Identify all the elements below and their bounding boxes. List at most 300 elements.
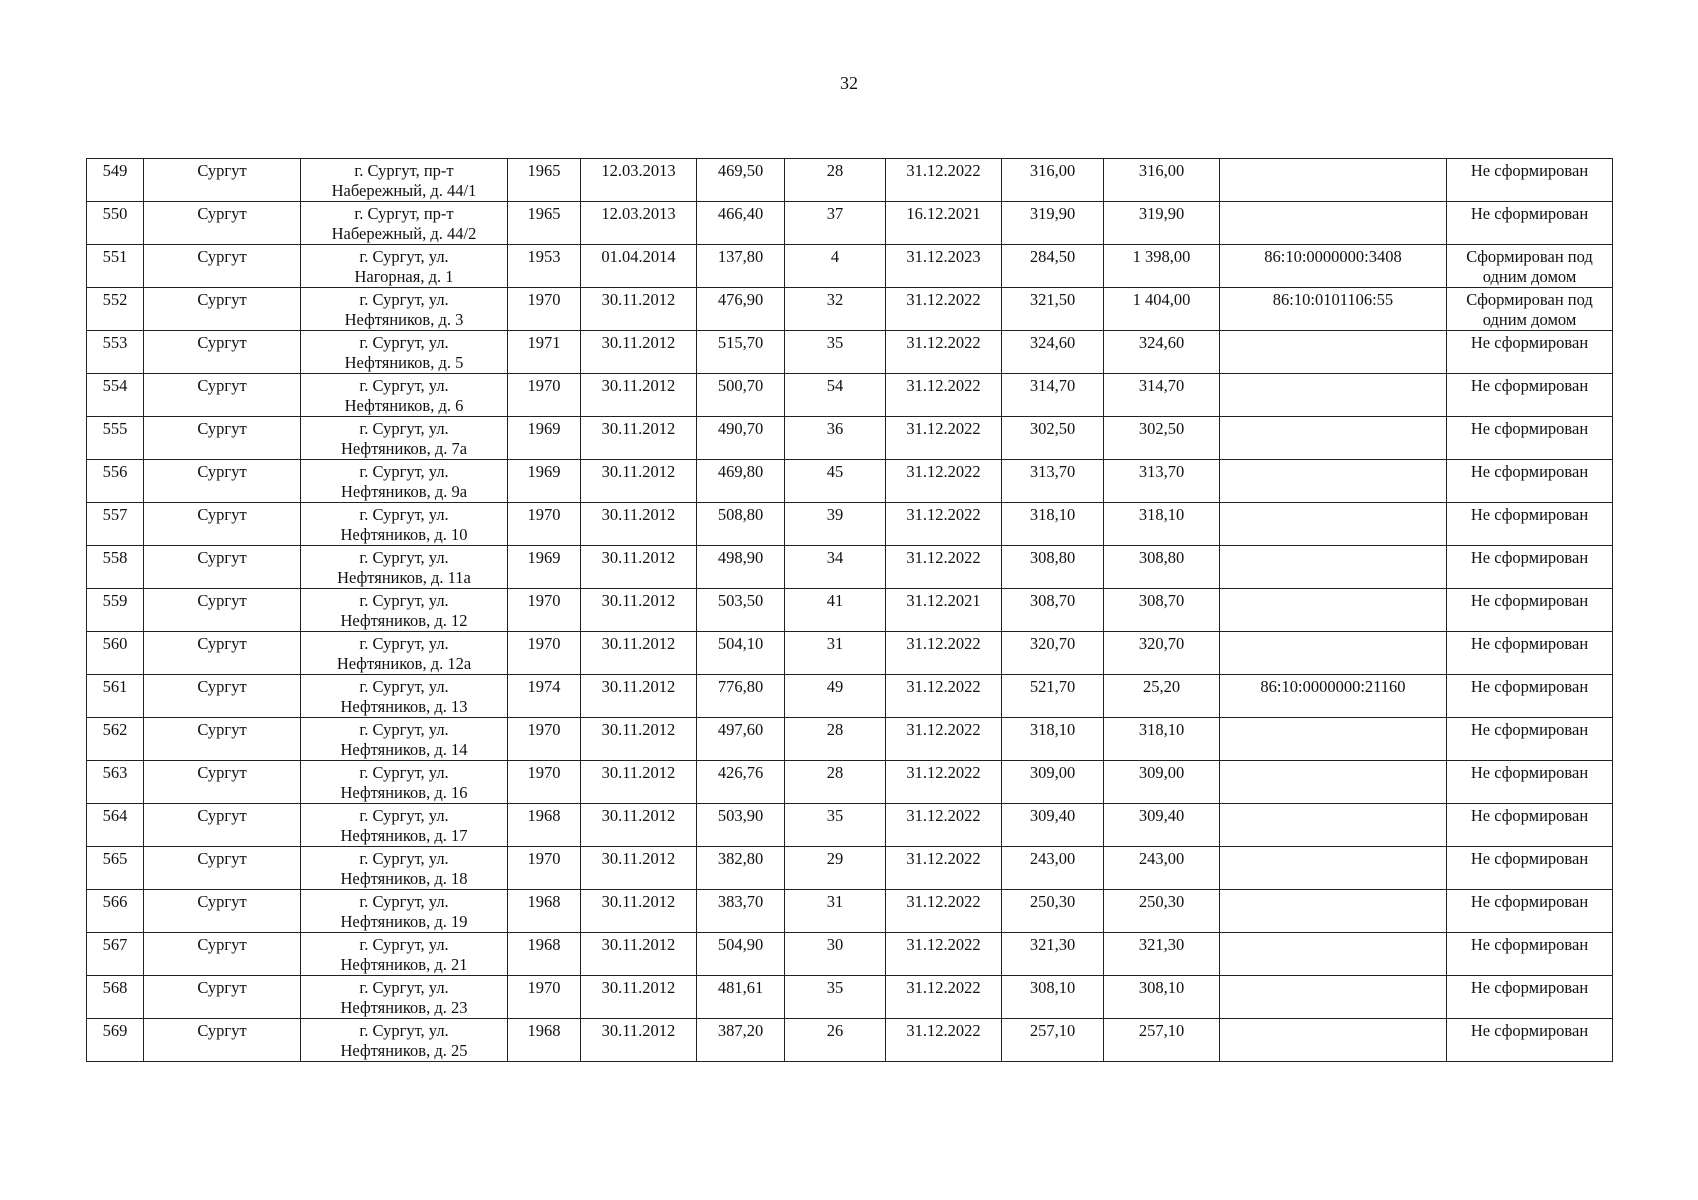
residents-count-cell: 36 [785,417,886,460]
table-row [87,331,1613,374]
table-row [87,675,1613,718]
land-status-cell [1447,632,1613,675]
survey-date-cell: 30.11.2012 [581,976,697,1019]
cadastral-number-cell [1220,976,1447,1019]
address-cell [301,847,508,890]
city-cell: Сургут [144,460,301,503]
survey-date-cell: 12.03.2013 [581,159,697,202]
deadline-date-cell: 31.12.2022 [886,933,1002,976]
deadline-date-cell: 31.12.2022 [886,546,1002,589]
deadline-date-cell: 31.12.2022 [886,847,1002,890]
area-cell: 504,90 [697,933,785,976]
value-b-cell: 316,00 [1104,159,1220,202]
residents-count-cell: 28 [785,761,886,804]
row-number-cell: 566 [87,890,144,933]
survey-date-cell: 30.11.2012 [581,288,697,331]
cadastral-number-cell [1220,847,1447,890]
table-row [87,1019,1613,1062]
area-cell: 497,60 [697,718,785,761]
value-a-cell: 324,60 [1002,331,1104,374]
deadline-date-cell: 31.12.2022 [886,417,1002,460]
city-cell: Сургут [144,374,301,417]
city-cell: Сургут [144,890,301,933]
value-b-cell: 318,10 [1104,718,1220,761]
row-number-cell: 564 [87,804,144,847]
address-line: г. Сургут, ул. [359,462,449,481]
address-line: г. Сургут, ул. [359,978,449,997]
residents-count-cell: 35 [785,331,886,374]
residents-count-cell: 39 [785,503,886,546]
deadline-date-cell: 31.12.2022 [886,632,1002,675]
value-a-cell: 308,10 [1002,976,1104,1019]
residents-count-cell: 35 [785,976,886,1019]
cadastral-number-cell [1220,331,1447,374]
value-b-cell: 308,70 [1104,589,1220,632]
build-year-cell: 1965 [508,202,581,245]
value-a-cell: 308,80 [1002,546,1104,589]
table-row [87,546,1613,589]
survey-date-cell: 30.11.2012 [581,847,697,890]
value-b-cell: 250,30 [1104,890,1220,933]
address-line: Нефтяников, д. 19 [340,912,468,931]
deadline-date-cell: 31.12.2022 [886,675,1002,718]
area-cell: 469,50 [697,159,785,202]
address-line: Нефтяников, д. 9а [340,482,468,501]
row-number-cell: 554 [87,374,144,417]
residents-count-cell: 37 [785,202,886,245]
value-a-cell: 318,10 [1002,718,1104,761]
land-status-cell [1447,374,1613,417]
address-line: Нефтяников, д. 14 [340,740,468,759]
build-year-cell: 1969 [508,460,581,503]
row-number-cell: 550 [87,202,144,245]
table-row [87,718,1613,761]
address-cell [301,890,508,933]
value-a-cell: 257,10 [1002,1019,1104,1062]
cadastral-number-cell [1220,632,1447,675]
address-line: г. Сургут, ул. [359,290,449,309]
deadline-date-cell: 31.12.2022 [886,374,1002,417]
address-line: Нефтяников, д. 11а [337,568,471,587]
value-b-cell: 25,20 [1104,675,1220,718]
deadline-date-cell: 31.12.2022 [886,460,1002,503]
row-number-cell: 553 [87,331,144,374]
address-cell [301,331,508,374]
deadline-date-cell: 31.12.2022 [886,718,1002,761]
land-status-cell [1447,159,1613,202]
cadastral-number-cell: 86:10:0000000:21160 [1220,675,1447,718]
address-line: г. Сургут, ул. [359,1021,449,1040]
land-status-line: Не сформирован [1470,419,1589,438]
survey-date-cell: 30.11.2012 [581,632,697,675]
cadastral-number-cell: 86:10:0000000:3408 [1220,245,1447,288]
address-cell [301,976,508,1019]
cadastral-number-cell [1220,589,1447,632]
city-cell: Сургут [144,718,301,761]
residents-count-cell: 54 [785,374,886,417]
land-status-line: Не сформирован [1470,204,1589,223]
row-number-cell: 559 [87,589,144,632]
table-row [87,503,1613,546]
survey-date-cell: 30.11.2012 [581,589,697,632]
residents-count-cell: 29 [785,847,886,890]
land-status-line: Не сформирован [1470,1021,1589,1040]
row-number-cell: 569 [87,1019,144,1062]
table-row [87,632,1613,675]
city-cell: Сургут [144,202,301,245]
table-row [87,976,1613,1019]
deadline-date-cell: 31.12.2022 [886,976,1002,1019]
survey-date-cell: 30.11.2012 [581,1019,697,1062]
area-cell: 498,90 [697,546,785,589]
land-status-line: Не сформирован [1470,548,1589,567]
value-b-cell: 313,70 [1104,460,1220,503]
city-cell: Сургут [144,761,301,804]
area-cell: 382,80 [697,847,785,890]
residents-count-cell: 26 [785,1019,886,1062]
address-line: г. Сургут, ул. [359,935,449,954]
address-line: Нефтяников, д. 18 [340,869,468,888]
address-line: г. Сургут, ул. [359,505,449,524]
cadastral-number-cell [1220,202,1447,245]
row-number-cell: 556 [87,460,144,503]
value-b-cell: 324,60 [1104,331,1220,374]
cadastral-number-cell [1220,761,1447,804]
area-cell: 503,50 [697,589,785,632]
deadline-date-cell: 31.12.2022 [886,159,1002,202]
row-number-cell: 565 [87,847,144,890]
address-cell [301,546,508,589]
survey-date-cell: 30.11.2012 [581,374,697,417]
city-cell: Сургут [144,589,301,632]
registry-table-body [87,159,1613,1062]
value-a-cell: 309,00 [1002,761,1104,804]
address-line: Нефтяников, д. 17 [340,826,468,845]
cadastral-number-cell [1220,546,1447,589]
land-status-line: Не сформирован [1470,935,1589,954]
value-b-cell: 319,90 [1104,202,1220,245]
area-cell: 503,90 [697,804,785,847]
address-cell [301,933,508,976]
survey-date-cell: 30.11.2012 [581,933,697,976]
table-row [87,417,1613,460]
deadline-date-cell: 31.12.2022 [886,1019,1002,1062]
area-cell: 469,80 [697,460,785,503]
address-line: г. Сургут, ул. [359,892,449,911]
area-cell: 426,76 [697,761,785,804]
value-b-cell: 302,50 [1104,417,1220,460]
deadline-date-cell: 31.12.2022 [886,503,1002,546]
land-status-line: Не сформирован [1470,462,1589,481]
value-a-cell: 243,00 [1002,847,1104,890]
survey-date-cell: 30.11.2012 [581,761,697,804]
value-a-cell: 284,50 [1002,245,1104,288]
build-year-cell: 1965 [508,159,581,202]
value-a-cell: 321,30 [1002,933,1104,976]
value-b-cell: 318,10 [1104,503,1220,546]
residents-count-cell: 28 [785,159,886,202]
land-status-cell [1447,847,1613,890]
cadastral-number-cell [1220,718,1447,761]
build-year-cell: 1968 [508,1019,581,1062]
residents-count-cell: 32 [785,288,886,331]
land-status-cell [1447,460,1613,503]
cadastral-number-cell [1220,374,1447,417]
value-b-cell: 308,10 [1104,976,1220,1019]
table-row [87,761,1613,804]
address-cell [301,202,508,245]
residents-count-cell: 31 [785,632,886,675]
cadastral-number-cell [1220,933,1447,976]
value-b-cell: 309,00 [1104,761,1220,804]
address-line: г. Сургут, ул. [359,591,449,610]
address-cell [301,761,508,804]
address-line: Нефтяников, д. 3 [344,310,464,329]
land-status-line: одним домом [1482,310,1577,329]
residents-count-cell: 49 [785,675,886,718]
value-b-cell: 243,00 [1104,847,1220,890]
city-cell: Сургут [144,417,301,460]
survey-date-cell: 30.11.2012 [581,417,697,460]
address-line: Набережный, д. 44/2 [331,224,477,243]
land-status-cell [1447,589,1613,632]
address-cell [301,503,508,546]
row-number-cell: 551 [87,245,144,288]
table-row [87,804,1613,847]
land-status-cell [1447,804,1613,847]
land-status-line: Сформирован под [1466,247,1593,266]
build-year-cell: 1974 [508,675,581,718]
value-a-cell: 309,40 [1002,804,1104,847]
address-cell [301,159,508,202]
land-status-line: одним домом [1482,267,1577,286]
table-row [87,460,1613,503]
address-cell [301,675,508,718]
deadline-date-cell: 31.12.2022 [886,804,1002,847]
address-line: г. Сургут, ул. [359,376,449,395]
row-number-cell: 561 [87,675,144,718]
deadline-date-cell: 16.12.2021 [886,202,1002,245]
build-year-cell: 1970 [508,288,581,331]
area-cell: 500,70 [697,374,785,417]
residents-count-cell: 41 [785,589,886,632]
survey-date-cell: 30.11.2012 [581,460,697,503]
registry-table [86,158,1613,1062]
land-status-line: Не сформирован [1470,677,1589,696]
city-cell: Сургут [144,331,301,374]
value-a-cell: 250,30 [1002,890,1104,933]
address-cell [301,460,508,503]
land-status-cell [1447,417,1613,460]
survey-date-cell: 30.11.2012 [581,675,697,718]
land-status-line: Не сформирован [1470,763,1589,782]
area-cell: 387,20 [697,1019,785,1062]
build-year-cell: 1970 [508,718,581,761]
land-status-line: Не сформирован [1470,720,1589,739]
row-number-cell: 557 [87,503,144,546]
address-cell [301,804,508,847]
build-year-cell: 1970 [508,589,581,632]
area-cell: 481,61 [697,976,785,1019]
build-year-cell: 1970 [508,503,581,546]
page-number: 32 [840,73,858,93]
value-a-cell: 521,70 [1002,675,1104,718]
area-cell: 137,80 [697,245,785,288]
land-status-cell [1447,890,1613,933]
land-status-cell [1447,288,1613,331]
land-status-cell [1447,245,1613,288]
value-a-cell: 321,50 [1002,288,1104,331]
value-a-cell: 316,00 [1002,159,1104,202]
build-year-cell: 1968 [508,804,581,847]
build-year-cell: 1970 [508,632,581,675]
build-year-cell: 1968 [508,933,581,976]
city-cell: Сургут [144,245,301,288]
land-status-line: Не сформирован [1470,376,1589,395]
land-status-line: Не сформирован [1470,591,1589,610]
land-status-cell [1447,546,1613,589]
address-line: Нефтяников, д. 7а [340,439,468,458]
land-status-cell [1447,976,1613,1019]
build-year-cell: 1969 [508,546,581,589]
address-line: Набережный, д. 44/1 [331,181,477,200]
deadline-date-cell: 31.12.2021 [886,589,1002,632]
survey-date-cell: 30.11.2012 [581,804,697,847]
deadline-date-cell: 31.12.2022 [886,288,1002,331]
row-number-cell: 560 [87,632,144,675]
land-status-cell [1447,718,1613,761]
land-status-line: Не сформирован [1470,161,1589,180]
area-cell: 504,10 [697,632,785,675]
survey-date-cell: 01.04.2014 [581,245,697,288]
build-year-cell: 1970 [508,847,581,890]
build-year-cell: 1968 [508,890,581,933]
city-cell: Сургут [144,159,301,202]
survey-date-cell: 30.11.2012 [581,718,697,761]
city-cell: Сургут [144,288,301,331]
table-row [87,288,1613,331]
address-line: Нефтяников, д. 6 [344,396,464,415]
value-a-cell: 320,70 [1002,632,1104,675]
address-line: г. Сургут, ул. [359,333,449,352]
land-status-cell [1447,202,1613,245]
address-line: г. Сургут, ул. [359,677,449,696]
value-a-cell: 313,70 [1002,460,1104,503]
address-line: г. Сургут, ул. [359,763,449,782]
land-status-cell [1447,933,1613,976]
area-cell: 476,90 [697,288,785,331]
cadastral-number-cell [1220,1019,1447,1062]
cadastral-number-cell [1220,159,1447,202]
city-cell: Сургут [144,933,301,976]
deadline-date-cell: 31.12.2022 [886,890,1002,933]
address-line: Нефтяников, д. 23 [340,998,468,1017]
city-cell: Сургут [144,503,301,546]
table-row [87,933,1613,976]
survey-date-cell: 30.11.2012 [581,503,697,546]
land-status-cell [1447,331,1613,374]
city-cell: Сургут [144,675,301,718]
address-line: Нефтяников, д. 16 [340,783,468,802]
value-b-cell: 1 404,00 [1104,288,1220,331]
area-cell: 508,80 [697,503,785,546]
table-row [87,245,1613,288]
cadastral-number-cell: 86:10:0101106:55 [1220,288,1447,331]
value-b-cell: 1 398,00 [1104,245,1220,288]
address-line: Нефтяников, д. 12 [340,611,468,630]
address-line: г. Сургут, ул. [359,548,449,567]
city-cell: Сургут [144,1019,301,1062]
row-number-cell: 552 [87,288,144,331]
value-b-cell: 314,70 [1104,374,1220,417]
row-number-cell: 567 [87,933,144,976]
address-line: Нефтяников, д. 5 [344,353,464,372]
value-a-cell: 308,70 [1002,589,1104,632]
deadline-date-cell: 31.12.2022 [886,331,1002,374]
table-row [87,890,1613,933]
residents-count-cell: 30 [785,933,886,976]
value-b-cell: 321,30 [1104,933,1220,976]
address-cell [301,718,508,761]
land-status-line: Не сформирован [1470,806,1589,825]
land-status-line: Сформирован под [1466,290,1593,309]
address-line: г. Сургут, ул. [359,419,449,438]
value-a-cell: 319,90 [1002,202,1104,245]
value-b-cell: 257,10 [1104,1019,1220,1062]
city-cell: Сургут [144,546,301,589]
land-status-line: Не сформирован [1470,634,1589,653]
value-b-cell: 308,80 [1104,546,1220,589]
address-line: г. Сургут, ул. [359,634,449,653]
area-cell: 490,70 [697,417,785,460]
table-row [87,202,1613,245]
build-year-cell: 1953 [508,245,581,288]
build-year-cell: 1970 [508,976,581,1019]
value-b-cell: 320,70 [1104,632,1220,675]
address-line: Нефтяников, д. 25 [340,1041,468,1060]
survey-date-cell: 30.11.2012 [581,890,697,933]
land-status-cell [1447,1019,1613,1062]
address-line: Нефтяников, д. 10 [340,525,468,544]
land-status-line: Не сформирован [1470,505,1589,524]
land-status-cell [1447,675,1613,718]
build-year-cell: 1970 [508,761,581,804]
land-status-cell [1447,503,1613,546]
value-a-cell: 302,50 [1002,417,1104,460]
area-cell: 383,70 [697,890,785,933]
city-cell: Сургут [144,804,301,847]
build-year-cell: 1970 [508,374,581,417]
build-year-cell: 1971 [508,331,581,374]
address-line: г. Сургут, ул. [359,720,449,739]
cadastral-number-cell [1220,890,1447,933]
area-cell: 466,40 [697,202,785,245]
address-line: Нагорная, д. 1 [354,267,454,286]
deadline-date-cell: 31.12.2023 [886,245,1002,288]
city-cell: Сургут [144,976,301,1019]
address-line: г. Сургут, пр-т [354,204,454,223]
table-row [87,847,1613,890]
value-a-cell: 318,10 [1002,503,1104,546]
address-line: Нефтяников, д. 12а [336,654,472,673]
address-line: г. Сургут, ул. [359,247,449,266]
address-line: Нефтяников, д. 13 [340,697,468,716]
address-cell [301,589,508,632]
table-row [87,589,1613,632]
area-cell: 776,80 [697,675,785,718]
residents-count-cell: 4 [785,245,886,288]
value-a-cell: 314,70 [1002,374,1104,417]
